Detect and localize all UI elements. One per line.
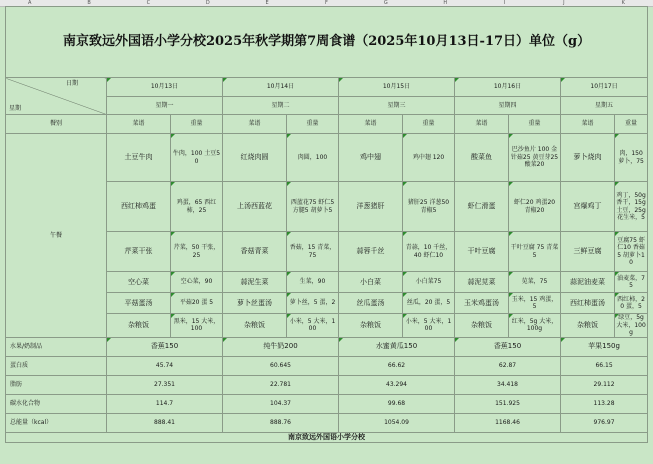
quantity-cell[interactable]: 西蓝花75 虾仁5 方腿5 胡萝卜5 [287,182,339,232]
quantity-cell[interactable]: 丝瓜，20 蛋，5 [403,293,455,314]
column-letter[interactable]: K [621,0,625,6]
date-cell[interactable]: 10月14日 [223,78,339,97]
date-cell[interactable]: 10月15日 [339,78,455,97]
dish-cell[interactable]: 上汤西蓝花 [223,182,287,232]
weekday-label: 星期 [9,104,22,112]
nutrition-cell[interactable]: 1168.46 [455,413,561,432]
quantity-cell[interactable]: 干叶豆腐 75 青菜5 [509,232,561,272]
quantity-cell[interactable]: 鸡丁，50g 香干，15g 土豆，25g 花生米，5 [615,182,648,232]
fat-label[interactable]: 脂肪 [6,375,107,394]
nutrition-cell[interactable]: 888.41 [107,413,223,432]
dish-cell[interactable]: 三鲜豆腐 [561,232,615,272]
dish-cell[interactable]: 蒜蓉千丝 [339,232,403,272]
dish-cell[interactable]: 宫爆鸡丁 [561,182,615,232]
carbohydrate-label[interactable]: 碳水化合物 [6,394,107,413]
fruit-cell[interactable]: 纯牛奶200 [223,337,339,356]
quantity-cell[interactable]: 萝卜丝，5 蛋，2 [287,293,339,314]
dish-cell[interactable]: 玉米鸡蛋汤 [455,293,509,314]
quantity-cell[interactable]: 小白菜75 [403,272,455,293]
dish-cell[interactable]: 杂粮饭 [561,314,615,338]
quantity-cell[interactable]: 红米，5g 大米，100g [509,314,561,338]
nutrition-cell[interactable]: 22.781 [223,375,339,394]
column-letter[interactable]: B [87,0,91,6]
dish-cell[interactable]: 蒜泥苋菜 [455,272,509,293]
protein-label[interactable]: 蛋白质 [6,356,107,375]
nutrition-cell[interactable]: 66.15 [561,356,648,375]
menu-header[interactable]: 菜谱 [223,115,287,134]
quantity-cell[interactable]: 巴沙鱼片 100 金针菇25 黄豆芽25 酸菜20 [509,134,561,182]
quantity-cell[interactable]: 牛肉，100 土豆50 [171,134,223,182]
nutrition-cell[interactable]: 60.645 [223,356,339,375]
dish-cell[interactable]: 土豆牛肉 [107,134,171,182]
lunch-label[interactable]: 午餐 [6,134,107,338]
nutrition-cell[interactable]: 151.925 [455,394,561,413]
fruit-label[interactable]: 水果/奶制品 [6,337,107,356]
column-letter[interactable]: G [383,0,388,6]
dish-cell[interactable]: 鸡中翅 [339,134,403,182]
column-letter[interactable]: C [146,0,151,6]
date-cell[interactable]: 10月13日 [107,78,223,97]
quantity-cell[interactable]: 鸡中翅 120 [403,134,455,182]
quantity-cell[interactable]: 猪肝25 洋葱50 青椒5 [403,182,455,232]
nutrition-cell[interactable]: 43.294 [339,375,455,394]
nutrition-cell[interactable]: 27.351 [107,375,223,394]
dish-cell[interactable]: 芹菜干张 [107,232,171,272]
menu-table [5,6,648,443]
nutrition-cell[interactable]: 104.37 [223,394,339,413]
quantity-cell[interactable]: 小米，5 大米，100 [287,314,339,338]
date-cell[interactable]: 10月17日 [561,78,648,97]
nutrition-cell[interactable]: 66.62 [339,356,455,375]
nutrition-cell[interactable]: 976.97 [561,413,648,432]
dish-cell[interactable]: 杂粮饭 [455,314,509,338]
quantity-cell[interactable]: 空心菜，90 [171,272,223,293]
sheet-title[interactable]: 南京致远外国语小学分校2025年秋学期第7周食谱（2025年10月13日-17日）单位（g） [6,7,648,78]
column-letter[interactable]: I [503,0,506,6]
quantity-cell[interactable]: 虾仁20 鸡蛋20 青椒20 [509,182,561,232]
quantity-cell[interactable]: 绿豆，5g 大米，100g [616,314,646,336]
column-letter[interactable]: D [205,0,210,6]
date-label: 日期 [65,80,78,87]
quantity-header[interactable]: 重量 [403,115,455,134]
nutrition-cell[interactable]: 29.112 [561,375,648,394]
dish-cell[interactable]: 干叶豆腐 [455,232,509,272]
nutrition-cell[interactable]: 99.68 [339,394,455,413]
nutrition-cell[interactable]: 1054.09 [339,413,455,432]
column-letter[interactable]: E [265,0,269,6]
dish-cell[interactable]: 蒜泥油麦菜 [561,272,615,293]
quantity-cell[interactable]: 苋菜，75 [509,272,561,293]
quantity-header[interactable]: 重量 [615,115,648,134]
weekday-cell[interactable]: 星期四 [455,97,561,115]
menu-header[interactable]: 菜谱 [561,115,615,134]
quantity-cell[interactable]: 芹菜，50 干张，25 [171,232,223,272]
dish-cell[interactable]: 蒜泥生菜 [223,272,287,293]
quantity-cell[interactable]: 青蒜，10 千丝，40 虾仁10 [403,232,455,272]
fruit-cell[interactable]: 苹果150g [561,337,648,356]
nutrition-cell[interactable]: 114.7 [107,394,223,413]
nutrition-cell[interactable]: 888.76 [223,413,339,432]
menu-header[interactable]: 菜谱 [107,115,171,134]
dish-cell[interactable]: 萝卜烧肉 [561,134,615,182]
column-letter[interactable]: F [325,0,328,6]
dish-cell[interactable]: 丝瓜蛋汤 [339,293,403,314]
footer-signature[interactable]: 南京致远外国语小学分校 [6,432,648,442]
dish-cell[interactable]: 萝卜丝蛋汤 [223,293,287,314]
category-header[interactable]: 餐别 [6,115,107,134]
dish-cell[interactable]: 红烧肉圆 [223,134,287,182]
column-letter[interactable]: J [563,0,565,6]
dish-cell[interactable]: 西红柿鸡蛋 [107,182,171,232]
dish-cell[interactable]: 平菇蛋汤 [107,293,171,314]
energy-label[interactable]: 总能量（kcal） [6,413,107,432]
column-letter[interactable]: H [443,0,448,6]
quantity-cell[interactable]: 香菇，15 青菜，75 [287,232,339,272]
quantity-cell[interactable]: 平菇20 蛋 5 [171,293,223,314]
fruit-cell[interactable]: 香蕉150 [107,337,223,356]
dish-cell[interactable]: 小白菜 [339,272,403,293]
quantity-cell[interactable]: 西红柿，20 蛋，5 [615,293,648,314]
dish-cell[interactable]: 虾仁滑蛋 [455,182,509,232]
dish-cell[interactable]: 空心菜 [107,272,171,293]
dish-cell[interactable]: 杂粮饭 [339,314,403,338]
dish-cell[interactable]: 洋葱猪肝 [339,182,403,232]
nutrition-cell[interactable]: 34.418 [455,375,561,394]
weekday-cell[interactable]: 星期三 [339,97,455,115]
quantity-header[interactable]: 重量 [509,115,561,134]
quantity-cell[interactable]: 小米，5 大米，100 [403,314,455,338]
date-weekday-header[interactable] [6,78,107,115]
nutrition-cell[interactable]: 62.87 [455,356,561,375]
quantity-cell[interactable]: 玉米，15 鸡蛋，5 [509,293,561,314]
weekday-cell[interactable]: 星期二 [223,97,339,115]
quantity-cell[interactable]: 生菜，90 [287,272,339,293]
nutrition-cell[interactable]: 113.28 [561,394,648,413]
quantity-header[interactable]: 重量 [287,115,339,134]
menu-header[interactable]: 菜谱 [455,115,509,134]
quantity-header[interactable]: 重量 [171,115,223,134]
dish-cell[interactable]: 杂粮饭 [107,314,171,338]
weekday-cell[interactable]: 星期一 [107,97,223,115]
nutrition-cell[interactable]: 45.74 [107,356,223,375]
date-cell[interactable]: 10月16日 [455,78,561,97]
menu-header[interactable]: 菜谱 [339,115,403,134]
quantity-cell[interactable]: 油麦菜，75 [615,272,648,293]
fruit-cell[interactable]: 香蕉150 [455,337,561,356]
dish-cell[interactable]: 杂粮饭 [223,314,287,338]
quantity-cell[interactable]: 鸡蛋，65 西红柿，25 [171,182,223,232]
quantity-cell[interactable]: 肉圆，100 [287,134,339,182]
dish-cell[interactable]: 酸菜鱼 [455,134,509,182]
dish-cell[interactable]: 西红柿蛋汤 [561,293,615,314]
column-letter[interactable]: A [27,0,32,6]
dish-cell[interactable]: 香菇青菜 [223,232,287,272]
quantity-cell[interactable]: 黑米，15 大米，100 [171,314,223,338]
fruit-cell[interactable]: 水蜜黄瓜150 [339,337,455,356]
quantity-cell[interactable]: 肉，150 萝卜，75 [615,134,648,182]
weekday-cell[interactable]: 星期五 [561,97,648,115]
quantity-cell[interactable]: 豆腐75 虾仁10 香菇5 胡萝卜10 [615,232,648,272]
